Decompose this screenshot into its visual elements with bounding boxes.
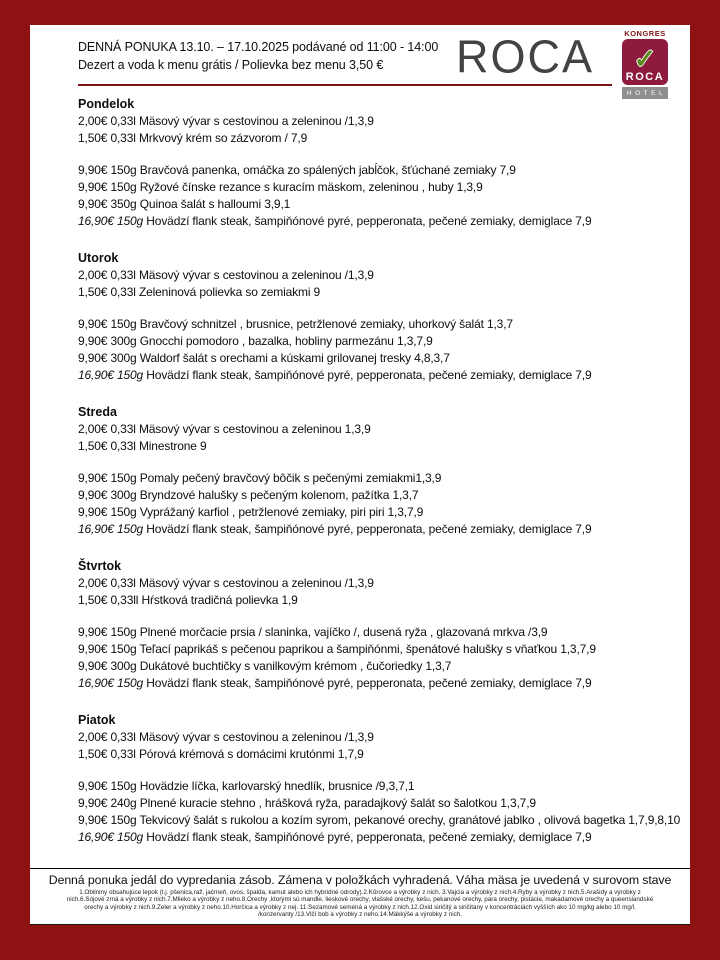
header <box>30 25 690 97</box>
item-price-weight: 9,90€ 150g <box>78 779 137 793</box>
main-group <box>78 624 680 692</box>
item-description: Tekvicový šalát s rukolou a kozím syrom, pekanové orechy, granátové jablko , olivová bagetka 1,7,9,8,10 <box>139 813 681 827</box>
menu-body <box>30 86 690 868</box>
menu-item <box>78 795 680 812</box>
item-description: Dukátové buchtičky s vanilkovým krémom , čučoriedky 1,3,7 <box>139 659 452 673</box>
item-price-weight: 9,90€ 300g <box>78 334 137 348</box>
menu-item <box>78 504 680 521</box>
menu-item <box>78 130 680 147</box>
item-price-weight: 1,50€ 0,33l <box>78 747 136 761</box>
allergen-line: nich.6.Sójové zrná a výrobky z nich.7.Mlieko a výrobky z neho.8.Orechy ,ktorými sú mandle, lieskové orechy, vlašské orechy, kešu, pekanové orechy, para orechy, pistácie, makadamové orechy a queenslandské <box>66 896 654 904</box>
day-name: Štvrtok <box>78 559 122 573</box>
menu-item <box>78 592 680 609</box>
main-group <box>78 778 680 846</box>
soup-group <box>78 421 680 455</box>
header-info <box>78 38 438 74</box>
allergen-line: orechy a výrobky z nich.9.Zeler a výrobky z neho.10.Horčica a výrobky z nej. 11.Sezamové semená a výrobky z nich.12.Oxid siričitý a siričitany v koncentráciách vyšších ako 10 mg/kg alebo 10 mg/l. <box>84 903 636 911</box>
hotel-badge <box>622 29 668 99</box>
item-description: Hŕstková tradičná polievka 1,9 <box>141 593 298 607</box>
menu-item <box>78 179 680 196</box>
menu-item <box>78 316 680 333</box>
item-description: Hovädzí flank steak, šampiňónové pyré, pepperonata, pečené zemiaky, demiglace 7,9 <box>146 676 592 690</box>
day-section <box>78 712 680 846</box>
item-price-weight: 9,90€ 150g <box>78 813 137 827</box>
item-description: Mäsový vývar s cestovinou a zeleninou /1,3,9 <box>138 268 374 282</box>
day-name: Streda <box>78 405 117 419</box>
item-description: Mäsový vývar s cestovinou a zeleninou /1,3,9 <box>138 576 374 590</box>
item-price-weight: 9,90€ 300g <box>78 351 137 365</box>
item-price-weight: 9,90€ 150g <box>78 625 137 639</box>
allergen-line: 1.Obilniny obsahujúce lepok (t.j. pšenica,raž, jačmeň, ovos, špalda, kamut alebo ich hybridné odrody).2.Kôrovce a výrobky z nich. 3.Vajcia a výrobky z nich.4.Ryby a výrobky z nich.5.Arašidy a výrobky z <box>79 888 641 896</box>
roca-logo: ROCA <box>455 29 594 84</box>
menu-item <box>78 812 680 829</box>
day-name: Pondelok <box>78 97 135 111</box>
checkmark-icon: ✓ <box>633 44 657 74</box>
item-description: Minestrone 9 <box>138 439 207 453</box>
menu-page <box>30 25 690 925</box>
item-price-weight: 1,50€ 0,33ll <box>78 593 139 607</box>
menu-item <box>78 658 680 675</box>
item-description: Quinoa šalát s halloumi 3,9,1 <box>139 197 291 211</box>
item-price-weight: 9,90€ 150g <box>78 163 137 177</box>
day-name: Utorok <box>78 251 119 265</box>
main-group <box>78 162 680 230</box>
menu-item <box>78 729 680 746</box>
item-price-weight: 9,90€ 150g <box>78 471 137 485</box>
item-description: Vyprážaný karfiol , petržlenové zemiaky, piri piri 1,3,7,9 <box>139 505 424 519</box>
menu-item <box>78 487 680 504</box>
item-description: Mäsový vývar s cestovinou a zeleninou /1,3,9 <box>138 114 374 128</box>
item-price-weight: 9,90€ 150g <box>78 180 137 194</box>
header-line-extras: Dezert a voda k menu grátis / Polievka bez menu 3,50 € <box>78 58 384 72</box>
item-description: Mrkvový krém so zázvorom / 7,9 <box>138 131 308 145</box>
day-section <box>78 558 680 692</box>
soup-group <box>78 729 680 763</box>
menu-item <box>78 162 680 179</box>
badge-roca-label: ROCA <box>625 71 665 83</box>
item-description: Bryndzové halušky s pečeným kolenom, pažítka 1,3,7 <box>139 488 419 502</box>
menu-item <box>78 675 680 692</box>
item-description: Hovädzí flank steak, šampiňónové pyré, pepperonata, pečené zemiaky, demiglace 7,9 <box>146 522 592 536</box>
item-price-weight: 16,90€ 150g <box>78 214 144 228</box>
item-price-weight: 9,90€ 350g <box>78 197 137 211</box>
item-description: Plnené morčacie prsia / slaninka, vajíčko /, dusená ryža , glazovaná mrkva /3,9 <box>139 625 548 639</box>
item-price-weight: 16,90€ 150g <box>78 368 144 382</box>
day-section <box>78 96 680 230</box>
item-description: Bravčový schnitzel , brusnice, petržlenové zemiaky, uhorkový šalát 1,3,7 <box>139 317 513 331</box>
menu-item <box>78 746 680 763</box>
item-price-weight: 1,50€ 0,33l <box>78 439 136 453</box>
item-description: Hovädzie líčka, karlovarský hnedlík, brusnice /9,3,7,1 <box>139 779 415 793</box>
day-name: Piatok <box>78 713 116 727</box>
item-price-weight: 2,00€ 0,33l <box>78 268 136 282</box>
menu-item <box>78 438 680 455</box>
menu-item <box>78 778 680 795</box>
item-description: Teľací paprikáš s pečenou paprikou a šampiňónmi, špenátové halušky s vňaťkou 1,3,7,9 <box>139 642 596 656</box>
item-price-weight: 9,90€ 300g <box>78 488 137 502</box>
menu-item <box>78 521 680 538</box>
badge-kongres-label: KONGRES <box>624 29 666 38</box>
item-price-weight: 9,90€ 150g <box>78 317 137 331</box>
footer <box>30 868 690 925</box>
menu-item <box>78 350 680 367</box>
header-line-dates: DENNÁ PONUKA 13.10. – 17.10.2025 podávané od 11:00 - 14:00 <box>78 40 439 54</box>
item-price-weight: 9,90€ 150g <box>78 505 137 519</box>
menu-item <box>78 367 680 384</box>
item-description: Hovädzí flank steak, šampiňónové pyré, pepperonata, pečené zemiaky, demiglace 7,9 <box>146 214 592 228</box>
soup-group <box>78 267 680 301</box>
allergen-list <box>36 889 684 919</box>
menu-item <box>78 113 680 130</box>
item-description: Zeleninová polievka so zemiakmi 9 <box>138 285 321 299</box>
day-section <box>78 404 680 538</box>
footer-notice: Denná ponuka jedál do vypredania zásob. Zámena v položkách vyhradená. Váha mäsa je uvedená v surovom stave <box>48 872 672 887</box>
day-section <box>78 250 680 384</box>
item-price-weight: 16,90€ 150g <box>78 676 144 690</box>
soup-group <box>78 575 680 609</box>
soup-group <box>78 113 680 147</box>
menu-item <box>78 624 680 641</box>
item-price-weight: 16,90€ 150g <box>78 522 144 536</box>
main-group <box>78 470 680 538</box>
menu-item <box>78 284 680 301</box>
item-description: Ryžové čínske rezance s kuracím mäskom, zeleninou , huby 1,3,9 <box>139 180 483 194</box>
item-description: Pomaly pečený bravčový bôčik s pečenými zemiakmi1,3,9 <box>139 471 442 485</box>
item-description: Bravčová panenka, omáčka zo spálených jabĺčok, šťúchané zemiaky 7,9 <box>139 163 516 177</box>
menu-item <box>78 196 680 213</box>
item-description: Hovädzí flank steak, šampiňónové pyré, pepperonata, pečené zemiaky, demiglace 7,9 <box>146 830 592 844</box>
item-price-weight: 2,00€ 0,33l <box>78 114 136 128</box>
menu-item <box>78 213 680 230</box>
badge-hotel-label: HOTEL <box>622 87 668 99</box>
item-description: Pórová krémová s domácimi krutónmi 1,7,9 <box>138 747 364 761</box>
main-group <box>78 316 680 384</box>
menu-item <box>78 267 680 284</box>
item-price-weight: 2,00€ 0,33l <box>78 422 136 436</box>
menu-item <box>78 641 680 658</box>
item-price-weight: 2,00€ 0,33l <box>78 730 136 744</box>
menu-item <box>78 470 680 487</box>
item-price-weight: 9,90€ 240g <box>78 796 137 810</box>
item-description: Mäsový vývar s cestovinou a zeleninou /1,3,9 <box>138 730 374 744</box>
item-price-weight: 16,90€ 150g <box>78 830 144 844</box>
item-description: Gnocchi pomodoro , bazalka, hobliny parmezánu 1,3,7,9 <box>139 334 433 348</box>
item-price-weight: 1,50€ 0,33l <box>78 285 136 299</box>
item-description: Waldorf šalát s orechami a kúskami grilovanej tresky 4,8,3,7 <box>139 351 450 365</box>
item-price-weight: 9,90€ 150g <box>78 642 137 656</box>
item-price-weight: 9,90€ 300g <box>78 659 137 673</box>
item-price-weight: 1,50€ 0,33l <box>78 131 136 145</box>
item-description: Hovädzí flank steak, šampiňónové pyré, pepperonata, pečené zemiaky, demiglace 7,9 <box>146 368 592 382</box>
item-description: Mäsový vývar s cestovinou a zeleninou 1,3,9 <box>138 422 371 436</box>
item-price-weight: 2,00€ 0,33l <box>78 576 136 590</box>
menu-item <box>78 333 680 350</box>
allergen-line: /konzervanty /13.Vlčí bob a výrobky z neho.14.Mäkkýše a výrobky z nich. <box>257 911 463 919</box>
menu-item <box>78 421 680 438</box>
menu-item <box>78 575 680 592</box>
badge-box <box>622 39 668 85</box>
menu-item <box>78 829 680 846</box>
item-description: Plnené kuracie stehno , hrášková ryža, paradajkový šalát so šalotkou 1,3,7,9 <box>139 796 536 810</box>
